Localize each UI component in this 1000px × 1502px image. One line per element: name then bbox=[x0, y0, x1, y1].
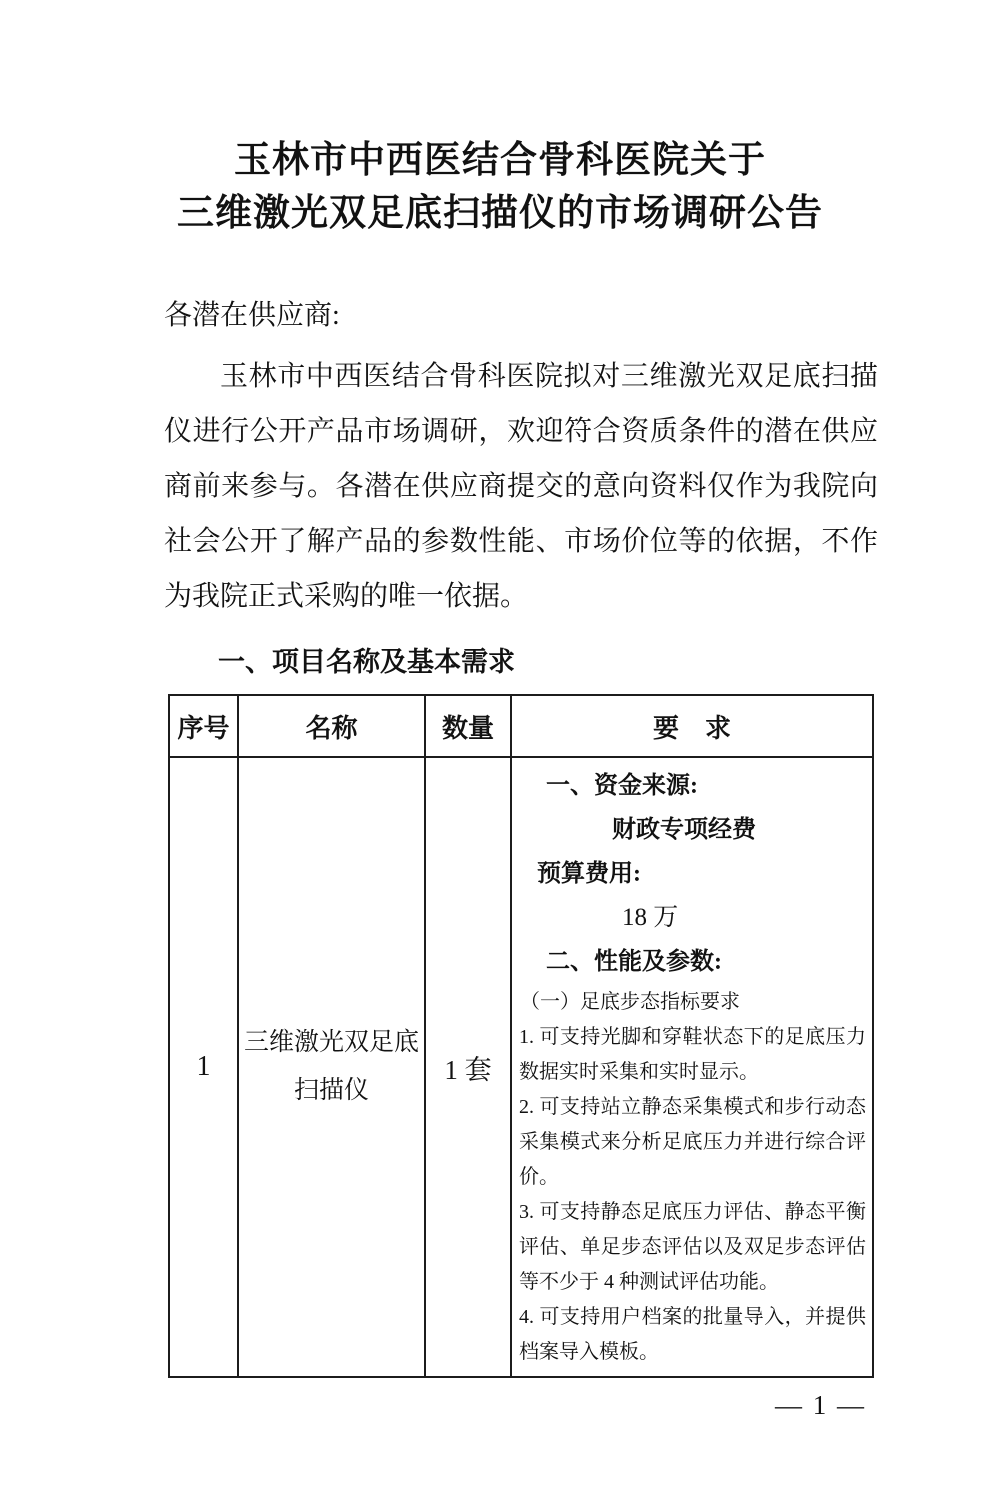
header-seq: 序号 bbox=[169, 695, 238, 757]
header-name: 名称 bbox=[238, 695, 425, 757]
cell-quantity: 1 套 bbox=[425, 757, 511, 1377]
intro-paragraph: 玉林市中西医结合骨科医院拟对三维激光双足底扫描仪进行公开产品市场调研，欢迎符合资质条件的潜在供应商前来参与。各潜在供应商提交的意向资料仅作为我院向社会公开了解产品的参数性能、市场价位等的依据，不作为我院正式采购的唯一依据。 bbox=[164, 361, 878, 612]
requirement-line: 18 万 bbox=[622, 904, 679, 931]
requirement-line: 财政专项经费 bbox=[612, 817, 756, 843]
page-number: — 1 — bbox=[775, 1390, 866, 1420]
document-title: 玉林市中西医结合骨科医院关于 三维激光双足底扫描仪的市场调研公告 bbox=[177, 140, 823, 234]
header-requirements: 要 求 bbox=[511, 695, 873, 757]
requirement-line: 一、资金来源: bbox=[546, 773, 698, 799]
table-row bbox=[169, 757, 873, 1377]
header-qty: 数量 bbox=[425, 695, 511, 757]
requirement-line: 4. 可支持用户档案的批量导入，并提供档案导入模板。 bbox=[519, 1306, 866, 1363]
cell-sequence-number: 1 bbox=[169, 757, 238, 1377]
requirements-table bbox=[168, 694, 874, 1378]
requirement-line: 二、性能及参数: bbox=[546, 949, 722, 975]
requirement-line: 1. 可支持光脚和穿鞋状态下的足底压力数据实时采集和实时显示。 bbox=[519, 1026, 866, 1083]
requirements-cell bbox=[511, 757, 873, 1377]
requirement-line: （一）足底步态指标要求 bbox=[520, 991, 740, 1013]
section-heading: 一、项目名称及基本需求 bbox=[218, 647, 515, 677]
table-header-row bbox=[169, 695, 873, 757]
requirement-line: 预算费用: bbox=[537, 861, 641, 887]
requirement-line: 3. 可支持静态足底压力评估、静态平衡评估、单足步态评估以及双足步态评估等不少于 4 种测试评估功能。 bbox=[519, 1201, 866, 1293]
salutation: 各潜在供应商: bbox=[164, 300, 340, 331]
cell-item-name: 三维激光双足底 扫描仪 bbox=[238, 757, 425, 1377]
requirement-line: 2. 可支持站立静态采集模式和步行动态采集模式来分析足底压力并进行综合评价。 bbox=[519, 1096, 866, 1188]
